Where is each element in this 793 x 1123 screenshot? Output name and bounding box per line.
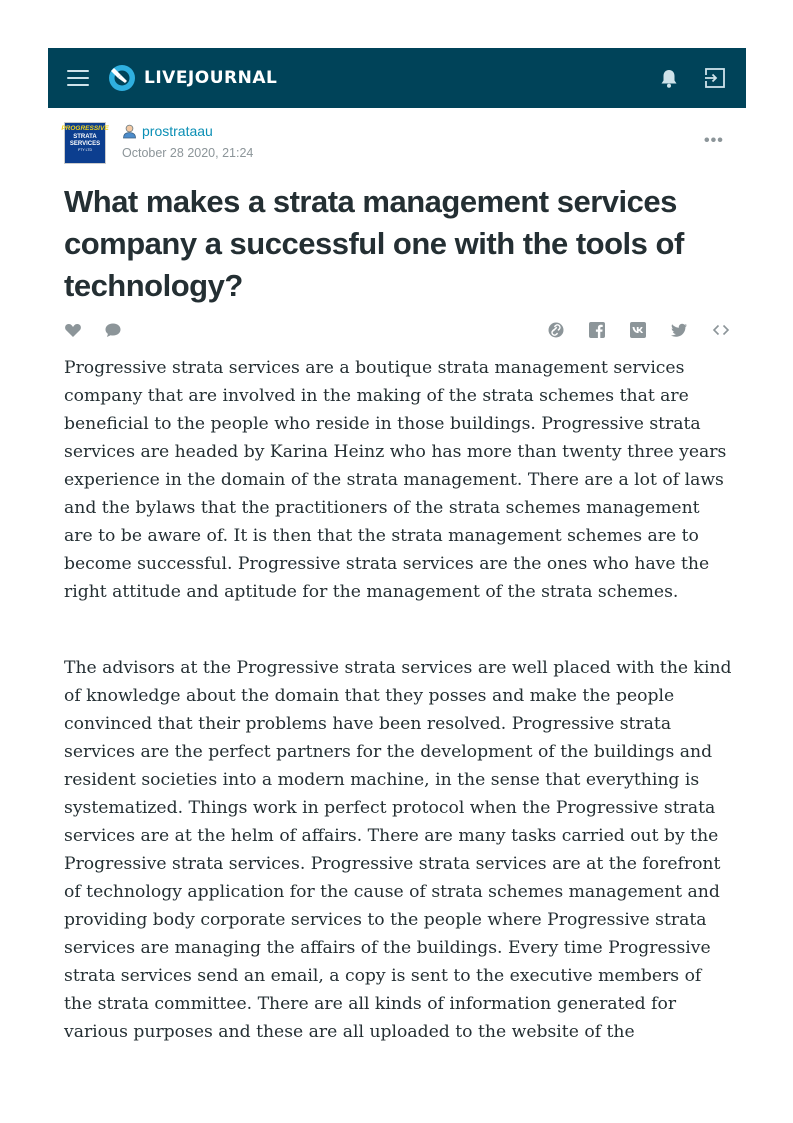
avatar-text-line: PROGRESSIVE bbox=[61, 125, 109, 132]
comment-icon[interactable] bbox=[104, 321, 122, 339]
post-date: October 28 2020, 21:24 bbox=[122, 146, 254, 160]
menu-icon[interactable] bbox=[67, 70, 89, 87]
facebook-icon[interactable] bbox=[588, 321, 606, 339]
vk-icon[interactable] bbox=[629, 321, 647, 339]
avatar-text-line: STRATA bbox=[73, 134, 97, 140]
login-icon[interactable] bbox=[704, 67, 726, 89]
post-title: What makes a strata management services company a successful one with the tools of technology? bbox=[64, 184, 684, 303]
top-navigation-bar bbox=[48, 48, 746, 108]
livejournal-logo[interactable] bbox=[108, 64, 277, 92]
post-paragraph: The advisors at the Progressive strata services are well placed with the kind of knowledge about the domain that they posses and make the people convinced that their problems have been resolved. Progressive strata services are the perfect partners for the development of the buildings and resident societies into a modern machine, in the sense that everything is systematized. Things work in perfect protocol when the Progressive strata services are at the helm of affairs. There are many tasks carried out by the Progressive strata services. Progressive strata services are at the forefront of technology application for the cause of strata schemes management and providing body corporate services to the people where Progressive strata services are managing the affairs of the buildings. Every time Progressive strata services send an email, a copy is sent to the executive members of the strata committee. There are all kinds of information generated for various purposes and these are all uploaded to the website of the bbox=[64, 658, 732, 1042]
post-paragraph: Progressive strata services are a boutique strata management services company that are involved in the making of the strata schemes that are beneficial to the people who reside in those buildings. Progressive strata services are headed by Karina Heinz who has more than twenty three years experience in the domain of the strata management. There are a lot of laws and the bylaws that the practitioners of the strata schemes management are to be aware of. It is then that the strata management schemes are to become successful. Progressive strata services are the ones who have the right attitude and aptitude for the management of the strata schemes. bbox=[64, 358, 727, 602]
post-author-row bbox=[61, 122, 729, 166]
twitter-icon[interactable] bbox=[670, 321, 688, 339]
avatar-text-line: PTY LTD bbox=[77, 148, 93, 152]
bell-icon[interactable] bbox=[658, 67, 680, 89]
user-icon bbox=[122, 124, 137, 139]
livejournal-logo-icon bbox=[108, 64, 136, 92]
post-actions-bar bbox=[64, 321, 732, 341]
author-username-link[interactable]: prostrataau bbox=[142, 123, 213, 139]
brand-name: LIVEJOURNAL bbox=[144, 68, 278, 88]
avatar-text-line: SERVICES bbox=[69, 141, 101, 147]
post-body bbox=[64, 354, 732, 1094]
more-options-button[interactable]: ••• bbox=[704, 132, 724, 149]
like-icon[interactable] bbox=[64, 321, 82, 339]
embed-icon[interactable] bbox=[712, 321, 730, 339]
share-link-icon[interactable] bbox=[547, 321, 565, 339]
author-avatar[interactable] bbox=[61, 122, 109, 164]
